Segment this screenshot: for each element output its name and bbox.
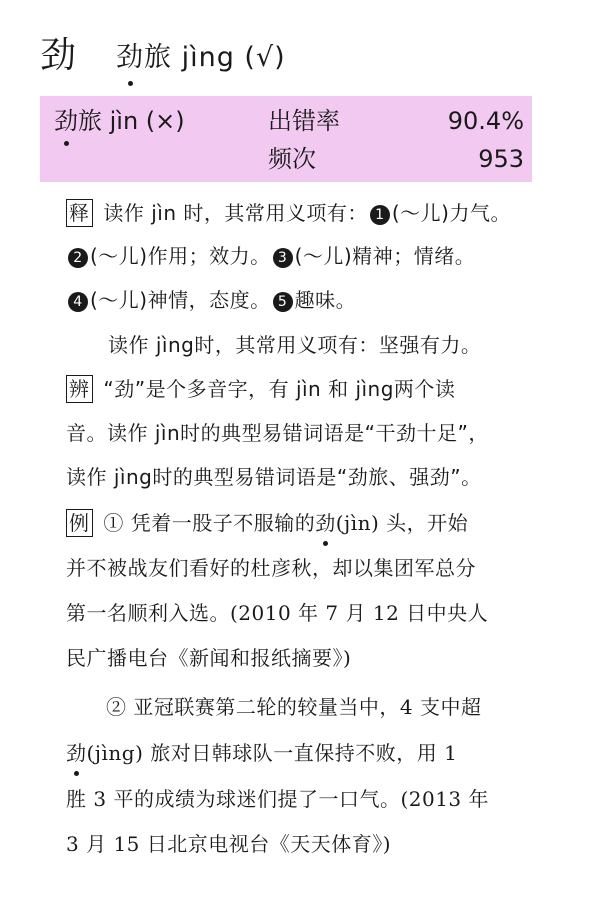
section-tag-bian: 辨	[66, 375, 93, 403]
example-2-line-4: 3 月 15 日北京电视台《天天体育》)	[66, 832, 392, 856]
definition-text: (～儿)力气。	[391, 201, 511, 225]
error-stats-panel	[40, 96, 532, 182]
section-tag-li: 例	[66, 509, 93, 537]
distinction-line-1	[66, 374, 455, 404]
example-text: (jìng) 旅对日韩球队一直保持不败，用 1	[86, 741, 458, 765]
definition-line-4: 读作 jìng时，其常用义项有：坚强有力。	[108, 333, 482, 357]
error-rate-label: 出错率	[268, 107, 340, 135]
definition-line-2	[66, 241, 475, 271]
example-text: (jìn) 头，开始	[335, 511, 469, 535]
definition-text: (～儿)神情，态度。	[90, 288, 271, 312]
frequency-label: 频次	[268, 145, 316, 173]
wrong-reading	[54, 104, 185, 138]
section-tag-shi: 释	[66, 199, 93, 227]
example-1-line-4: 民广播电台《新闻和报纸摘要》)	[66, 646, 352, 670]
dotted-character: 劲	[66, 738, 87, 768]
example-text: ① 凭着一股子不服输的	[103, 511, 316, 535]
sense-number: 3	[273, 248, 293, 268]
definition-text: 读作 jìn 时，其常用义项有：	[103, 201, 368, 225]
example-1-line-3: 第一名顺利入选。(2010 年 7 月 12 日中央人	[66, 601, 489, 625]
distinction-line-3: 读作 jìng时的典型易错词语是“劲旅、强劲”。	[66, 465, 482, 489]
entry-character: 劲	[40, 35, 77, 76]
example-2-line-1: ② 亚冠联赛第二轮的较量当中，4 支中超	[106, 695, 482, 719]
check-mark: √	[255, 42, 275, 73]
distinction-line-2: 音。读作 jìn时的典型易错词语是“干劲十足”，	[66, 421, 489, 445]
entry-correct-word	[116, 38, 286, 78]
definition-text: (～儿)作用；效力。	[90, 244, 271, 268]
example-1-line-1	[66, 508, 468, 538]
sense-number: 5	[273, 292, 293, 312]
sense-number: 1	[370, 205, 390, 225]
correct-word-rest: 旅 jìng (	[144, 42, 256, 73]
dotted-character: 劲	[315, 508, 336, 538]
error-rate-value: 90.4%	[447, 107, 524, 135]
example-2-line-3: 胜 3 平的成绩为球迷们提了一口气。(2013 年	[66, 787, 489, 811]
dotted-character: 劲	[116, 38, 144, 78]
sense-number: 2	[68, 248, 88, 268]
paren-close: )	[274, 42, 286, 73]
distinction-text: “劲”是个多音字，有 jìn 和 jìng两个读	[103, 377, 456, 401]
dotted-character: 劲	[54, 104, 78, 138]
frequency-value: 953	[478, 145, 524, 173]
sense-number: 4	[68, 292, 88, 312]
definition-line-1	[66, 198, 511, 228]
definition-text: (～儿)精神；情绪。	[294, 244, 476, 268]
example-2-line-2	[66, 738, 457, 768]
definition-text: 趣味。	[294, 288, 357, 312]
definition-line-3	[66, 285, 356, 315]
wrong-reading-rest: 旅 jìn (×)	[78, 107, 185, 135]
example-1-line-2: 并不被战友们看好的杜彦秋，却以集团军总分	[66, 556, 476, 580]
